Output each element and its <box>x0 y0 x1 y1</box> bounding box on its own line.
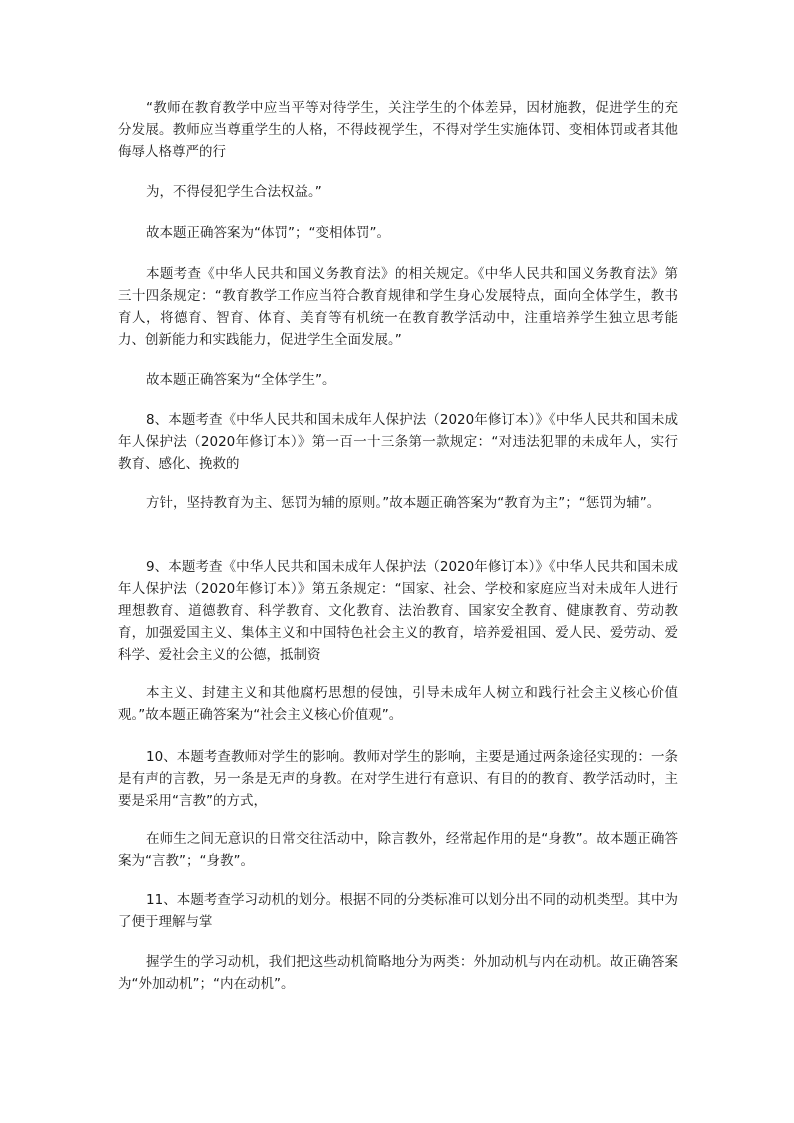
paragraph-teacher-equal-treatment: “教师在教育教学中应当平等对待学生，关注学生的个体差异，因材施教，促进学生的充分发展。教师应当尊重学生的人格，不得歧视学生，不得对学生实施体罚、变相体罚或者其他侮辱人格尊严的行 <box>118 100 678 160</box>
paragraph-question-8: 8、本题考查《中华人民共和国未成年人保护法（2020年修订本）》《中华人民共和国未成年人保护法（2020年修订本）》第一百一十三条第一款规定：“对违法犯罪的未成年人，实行教育、感化、挽救的 <box>118 412 678 472</box>
paragraph-question-9: 9、本题考查《中华人民共和国未成年人保护法（2020年修订本）》《中华人民共和国未成年人保护法（2020年修订本）》第五条规定：“国家、社会、学校和家庭应当对未成年人进行理想教育、道德教育、科学教育、文化教育、法治教育、国家安全教育、健康教育、劳动教育，加强爱国主义、集体主义和中国特色社会主义的教育，培养爱祖国、爱人民、爱劳动、爱科学、爱社会主义的公德，抵制资 <box>118 559 678 663</box>
paragraph-question-11: 11、本题考查学习动机的划分。根据不同的分类标准可以划分出不同的动机类型。其中为了便于理解与掌 <box>118 892 678 930</box>
paragraph-question-10: 10、本题考查教师对学生的影响。教师对学生的影响，主要是通过两条途径实现的：一条是有声的言教，另一条是无声的身教。在对学生进行有意识、有目的的教育、教学活动时，主要是采用“言教”的方式， <box>118 749 678 809</box>
paragraph-question-8-continued: 方针，坚持教育为主、惩罚为辅的原则。”故本题正确答案为“教育为主”；“惩罚为辅”。 <box>146 495 661 511</box>
paragraph-compulsory-education-law: 本题考查《中华人民共和国义务教育法》的相关规定。《中华人民共和国义务教育法》第三十四条规定：“教育教学工作应当符合教育规律和学生身心发展特点，面向全体学生，教书育人，将德育、智育、体育、美育等有机统一在教育教学活动中，注重培养学生独立思考能力、创新能力和实践能力，促进学生全面发展。” <box>118 266 678 348</box>
paragraph-question-10-continued: 在师生之间无意识的日常交往活动中，除言教外，经常起作用的是“身教”。故本题正确答案为“言教”；“身教”。 <box>118 831 678 869</box>
paragraph-answer-all-students: 故本题正确答案为“全体学生”。 <box>146 372 336 388</box>
paragraph-question-11-continued: 握学生的学习动机，我们把这些动机简略地分为两类：外加动机与内在动机。故正确答案为“外加动机”；“内在动机”。 <box>118 954 678 992</box>
paragraph-teacher-rights-continued: 为，不得侵犯学生合法权益。” <box>146 184 322 200</box>
paragraph-answer-punishment: 故本题正确答案为“体罚”；“变相体罚”。 <box>146 225 390 241</box>
paragraph-question-9-continued: 本主义、封建主义和其他腐朽思想的侵蚀，引导未成年人树立和践行社会主义核心价值观。”故本题正确答案为“社会主义核心价值观”。 <box>118 685 678 723</box>
